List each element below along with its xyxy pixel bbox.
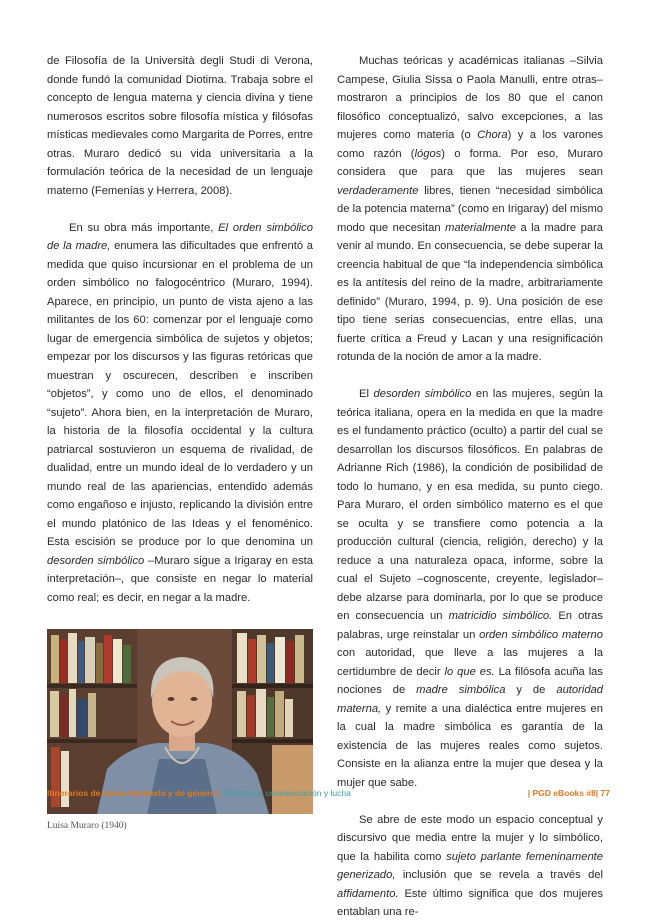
text-run: –Muraro sigue a Irigaray en esta interpretación–, que consiste en negar lo material como real; es decir, en negar a la madre. <box>47 554 314 604</box>
footer-page-number: | PGD eBooks #8| 77 <box>527 788 610 798</box>
emphasis: lo que es. <box>444 665 495 678</box>
book-title: El orden simbólico de la madre, <box>47 221 313 252</box>
text-run: en las mujeres, según la teórica italiana, opera en la medida en que la madre es el fundamento práctico (oculto) a partir del cual se desarrollan los discursos filosóficos. En palabras de Adrianne Rich (1986), la condición de posibilidad de todo lo humano, y en esa medida, su punto ciego. Para Muraro, el orden simbólico materno es el que se oculta y se transfiere como potencia a la producción cultural (ciencia, religión, derecho) y la reduce a una naturaleza opaca, informe, sobre la cual el Sujeto –cognoscente, creyente, legislador– debe alzarse para dominarla, por lo que se produce en consecuencia un <box>337 388 603 622</box>
footer-left <box>47 786 351 800</box>
text-run: ) y a los varones como razón ( <box>337 129 603 160</box>
text-run: En su obra más importante, <box>69 221 219 234</box>
text-run: y remite a una dialéctica entre mujeres en la cual la madre simbólica es garantía de la existencia de las mujeres reales como sujetos. Consiste en la alianza entre la mujer que desea y la mujer que sabe. <box>337 702 603 789</box>
text-run: Muchas teóricas y académicas italianas –Silvia Campese, Giulia Sissa o Paola Manulli, entre otras– mostraron a principios de los 80 que el canon filosófico conceptualizó, salvo excepciones, a las mujeres como materia (o <box>337 55 603 141</box>
text-run: enumera las dificultades que enfrentó a medida que quiso incursionar en el problema de un orden simbólico no falogocéntrico (Muraro, 1994). Aparece, en principio, un punto de vista ajeno a las militantes de los 60: comenzar por el lenguaje como lugar de emergencia simbólica de sujetos y objetos; empezar por los discursos y las figuras retóricas que muestran y oscurecen, describen e inscriben “objetos”, y como uno de ellos, el denominado “sujeto”. Ahora bien, en la interpretación de Muraro, la historia de la filosofía occidental y la cultura patriarcal sostuvieron un esquema de rivalidad, de dualidad, entre un mundo ideal de lo verdadero y un mundo real de las apariencias, entendido además como engañoso e injusto, replicando la división entre el mundo platónico de las Ideas y el fenoménico. Esta escisión se produce por lo que denomina un <box>47 240 314 548</box>
emphasis: matricidio simbólico. <box>448 610 553 622</box>
emphasis: desorden simbólico <box>373 388 472 400</box>
emphasis: affidamento. <box>337 887 399 900</box>
emphasis: desorden simbólico <box>47 554 145 567</box>
emphasis: madre simbólica <box>416 684 506 696</box>
footer-series-title: Itinerarios de teoría feminista y de género <box>47 788 216 798</box>
emphasis: Chora <box>477 129 508 141</box>
text-run: Este último significa que dos mujeres entablan una re- <box>337 887 603 918</box>
paragraph: de Filosofía de la Università degli Studi di Verona, donde fundó la comunidad Diotima. Trabaja sobre el concepto de lengua materna y ciencia divina y tiene numerosos escritos sobre filosofía mística y filósofas místicas medievales como Margarita de Porres, entre otras. Muraro dedicó su vida universitaria a la formulación teórica de la necesidad de un lenguaje materno (Femenías y Herrera, 2008). <box>47 55 313 197</box>
emphasis: materialmente <box>445 221 516 234</box>
emphasis: lógos <box>414 147 442 160</box>
left-column <box>47 52 313 832</box>
paragraph <box>337 385 603 792</box>
emphasis: verdaderamente <box>337 184 419 197</box>
emphasis: autoridad materna, <box>337 684 603 715</box>
footer-subtitle: Diferencia, concienciación y lucha <box>222 788 351 798</box>
emphasis: sujeto parlante femeninamente generizado, <box>337 850 603 881</box>
text-run: Se abre de este modo un espacio conceptual y discursivo que media entre la mujer y lo simbólico, que la habilita como <box>337 813 603 863</box>
text-run: y de <box>505 684 557 696</box>
page-footer <box>47 786 610 800</box>
emphasis: orden simbólico materno <box>479 628 604 641</box>
paragraph <box>337 811 603 922</box>
text-run: con autoridad, que lleve a las mujeres a la certidumbre de decir <box>337 647 603 678</box>
photo-caption: Luisa Muraro (1940) <box>47 821 127 831</box>
text-run: inclusión que se revela a través del <box>395 869 603 881</box>
text-run: En otras palabras, urge reinstalar un <box>337 610 603 641</box>
paragraph <box>337 52 603 367</box>
text-run: La filósofa acuña las nociones de <box>337 665 603 696</box>
footer-separator: | <box>218 788 221 798</box>
text-run: a la madre para venir al mundo. En consecuencia, se debe superar la creencia habitual de que “la independencia simbólica es la antítesis del reino de la madre, arbitrariamente definido” (Muraro, 1994, p. 9). Una posición de ese tipo tiene serias consecuencias, entre ellas, una fuerte crítica a Freud y Lacan y una resignificación rotunda de la noción de amor a la madre. <box>337 221 603 363</box>
text-run: ) o forma. Por eso, Muraro considera que para que las mujeres sean <box>337 147 603 178</box>
text-run: El <box>359 388 374 400</box>
paragraph <box>47 219 313 608</box>
text-run: libres, tienen “necesidad simbólica de la potencia materna” (como en Irigaray) del mismo modo que necesitan <box>337 184 603 234</box>
